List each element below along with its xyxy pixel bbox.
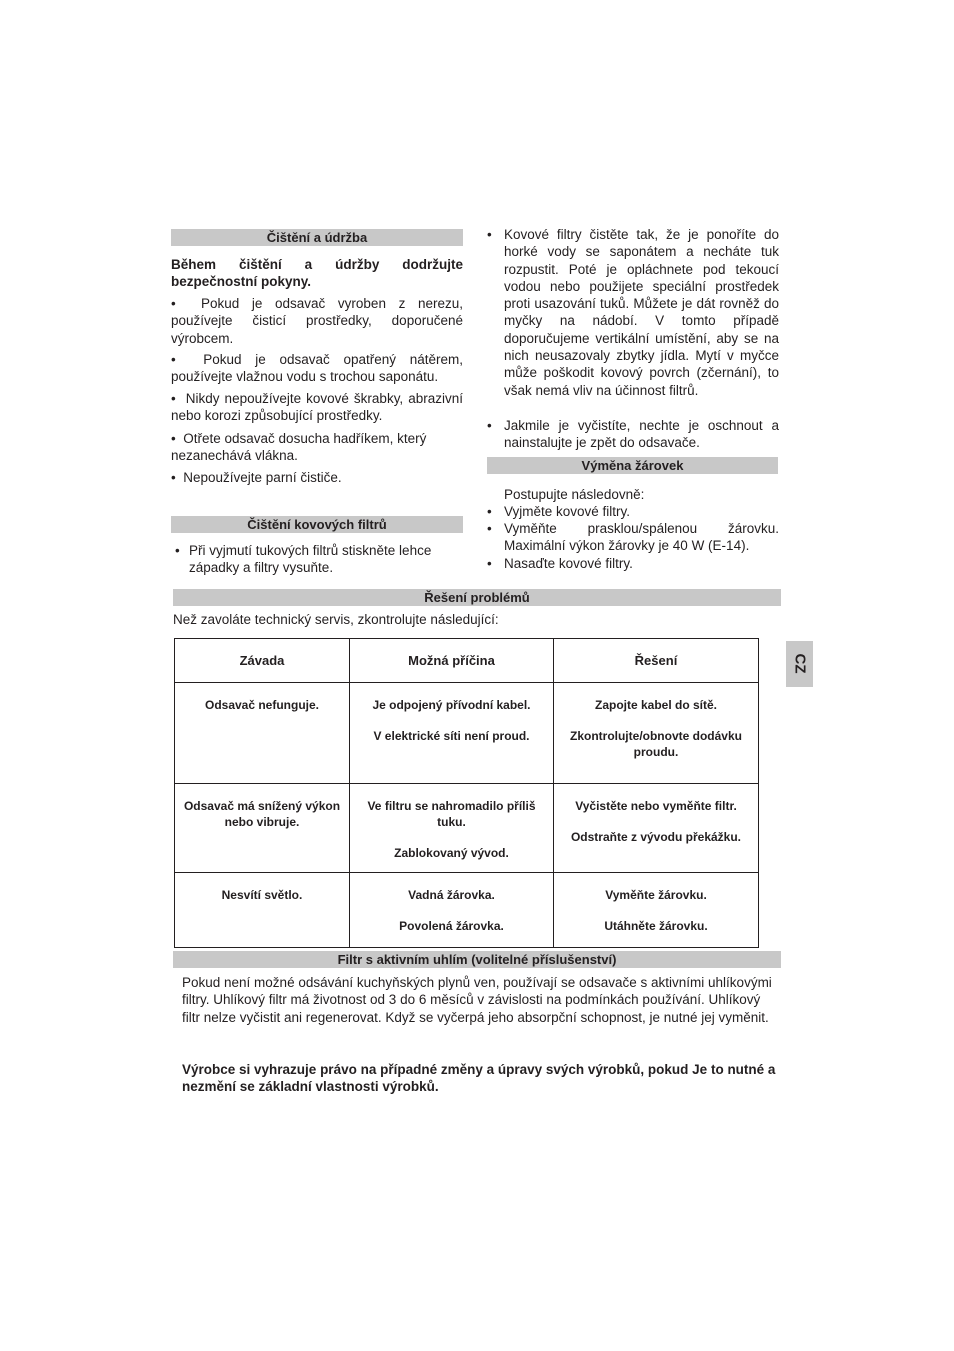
bullet-text: Kovové filtry čistěte tak, že je ponoříte do horké vody se saponátem a necháte tuk rozpustit. Poté je opláchnete pod tekoucí vodou nebo použijete speciální prostředek proti usazování tuků. Můžete je dát rovněž do myčky na nádobí. V tomto případě doporučujeme vertikální umístění, aby se na nich neusazovaly zbytky jídla. Mytí v myčce může poškodit kovový povrch (zčernání), to však nemá vliv na účinnost filtrů.	[504, 227, 779, 398]
fault-cell	[175, 683, 350, 784]
solution-text: Zkontrolujte/obnovte dodávku proudu.	[569, 729, 742, 759]
bulbs-step-3	[487, 555, 779, 572]
carbon-filter-text: Pokud není možné odsávání kuchyňských plynů ven, používají se odsavače s aktivními uhlíkovými filtry. Uhlíkový filtr má životnost od 3 do 6 měsíců v závislosti na podmínkách používání. Uhlíkový filtr nelze vyčistit ani regenerovat. Když se vyčerpá jeho absorpční schopnost, je nutné jej vyměnit.	[182, 975, 772, 1025]
cause-cell	[350, 873, 554, 948]
disclaimer: Výrobce si vyhrazuje právo na případné změny a úpravy svých výrobků, pokud Je to nutné a nezmění se základní vlastnosti výrobků.	[182, 1062, 776, 1095]
bullet-text: Vyměňte prasklou/spálenou žárovku. Maximální výkon žárovky je 40 W (E-14).	[504, 521, 779, 554]
bullet-text: Nikdy nepoužívejte kovové škrabky, abrazivní nebo korozi způsobující prostředky.	[171, 391, 463, 424]
table-header-row	[175, 639, 759, 683]
bulbs-step-2	[487, 520, 779, 555]
troubleshooting-header: Řešení problémů	[173, 589, 781, 606]
solution-text: Odstraňte z vývodu překážku.	[570, 830, 742, 844]
solution-text: Vyměňte žárovku.	[605, 888, 707, 902]
bullet-marker: •	[171, 296, 176, 311]
troubleshooting-intro: Než zavoláte technický servis, zkontrolujte následující:	[173, 612, 499, 627]
bulbs-step-1	[487, 503, 779, 520]
right-bullet-2	[487, 417, 779, 452]
solution-cell	[554, 873, 759, 948]
safety-intro: Během čištění a údržby dodržujte bezpečnostní pokyny.	[171, 257, 463, 290]
bullet-marker: •	[171, 391, 176, 406]
bullet-marker: •	[171, 352, 176, 367]
bullet-text: Vyjměte kovové filtry.	[504, 504, 631, 519]
cause-text: Zablokovaný vývod.	[394, 846, 509, 860]
bullet-marker: •	[171, 470, 176, 485]
filters-header: Čištění kovových filtrů	[171, 516, 463, 533]
table-row	[175, 683, 759, 784]
column-header-cause: Možná příčina	[350, 639, 554, 683]
bullet-text: Při vyjmutí tukových filtrů stiskněte lehce západky a filtry vysuňte.	[189, 543, 432, 576]
carbon-filter-header: Filtr s aktivním uhlím (volitelné příslušenství)	[173, 951, 781, 968]
column-header-solution: Řešení	[554, 639, 759, 683]
bullet-text: Nepoužívejte parní čističe.	[183, 470, 342, 485]
bullet-marker: •	[487, 227, 492, 242]
cause-cell	[350, 683, 554, 784]
cause-text: Povolená žárovka.	[399, 919, 504, 933]
language-tab	[786, 641, 813, 687]
cause-cell	[350, 784, 554, 873]
table-row	[175, 873, 759, 948]
solution-text: Zapojte kabel do sítě.	[594, 698, 718, 712]
cause-text: V elektrické síti není proud.	[373, 729, 530, 743]
solution-text: Utáhněte žárovku.	[604, 919, 708, 933]
solution-cell	[554, 683, 759, 784]
right-bullet-1	[487, 226, 779, 399]
filters-bullet	[171, 542, 463, 577]
cause-text: Ve filtru se nahromadilo příliš tuku.	[367, 799, 536, 829]
left-bullet-4	[171, 430, 463, 465]
table-row	[175, 784, 759, 873]
left-bullet-3	[171, 390, 463, 425]
fault-text: Odsavač nefunguje.	[204, 698, 320, 712]
cleaning-header: Čištění a údržba	[171, 229, 463, 246]
bullet-text: Nasaďte kovové filtry.	[504, 556, 633, 571]
cause-text: Je odpojený přívodní kabel.	[372, 698, 531, 712]
bullet-text: Pokud je odsavač vyroben z nerezu, používejte čisticí prostředky, doporučené výrobcem.	[171, 296, 463, 346]
fault-cell	[175, 873, 350, 948]
bullet-marker: •	[487, 521, 492, 536]
fault-text: Nesvítí světlo.	[221, 888, 303, 902]
bullet-marker: •	[171, 431, 176, 446]
fault-cell	[175, 784, 350, 873]
language-tab-label: CZ	[791, 653, 809, 674]
left-bullet-2	[171, 351, 463, 386]
left-bullet-5	[171, 469, 463, 486]
bullet-marker: •	[487, 418, 492, 433]
bullet-marker: •	[487, 556, 492, 571]
column-header-fault: Závada	[175, 639, 350, 683]
bullet-marker: •	[175, 543, 180, 558]
bullet-marker: •	[487, 504, 492, 519]
bulbs-header: Výměna žárovek	[487, 457, 778, 474]
cause-text: Vadná žárovka.	[408, 888, 495, 902]
bullet-text: Pokud je odsavač opatřený nátěrem, používejte vlažnou vodu s trochou saponátu.	[171, 352, 463, 385]
left-bullet-1	[171, 295, 463, 347]
fault-text: Odsavač má snížený výkon nebo vibruje.	[183, 799, 341, 829]
bulbs-intro: Postupujte následovně:	[504, 487, 645, 502]
solution-cell	[554, 784, 759, 873]
bullet-text: Jakmile je vyčistíte, nechte je oschnout a nainstalujte je zpět do odsavače.	[504, 418, 779, 451]
troubleshooting-table	[174, 638, 759, 948]
bullet-text: Otřete odsavač dosucha hadříkem, který nezanechává vlákna.	[171, 431, 427, 464]
solution-text: Vyčistěte nebo vyměňte filtr.	[575, 799, 737, 813]
